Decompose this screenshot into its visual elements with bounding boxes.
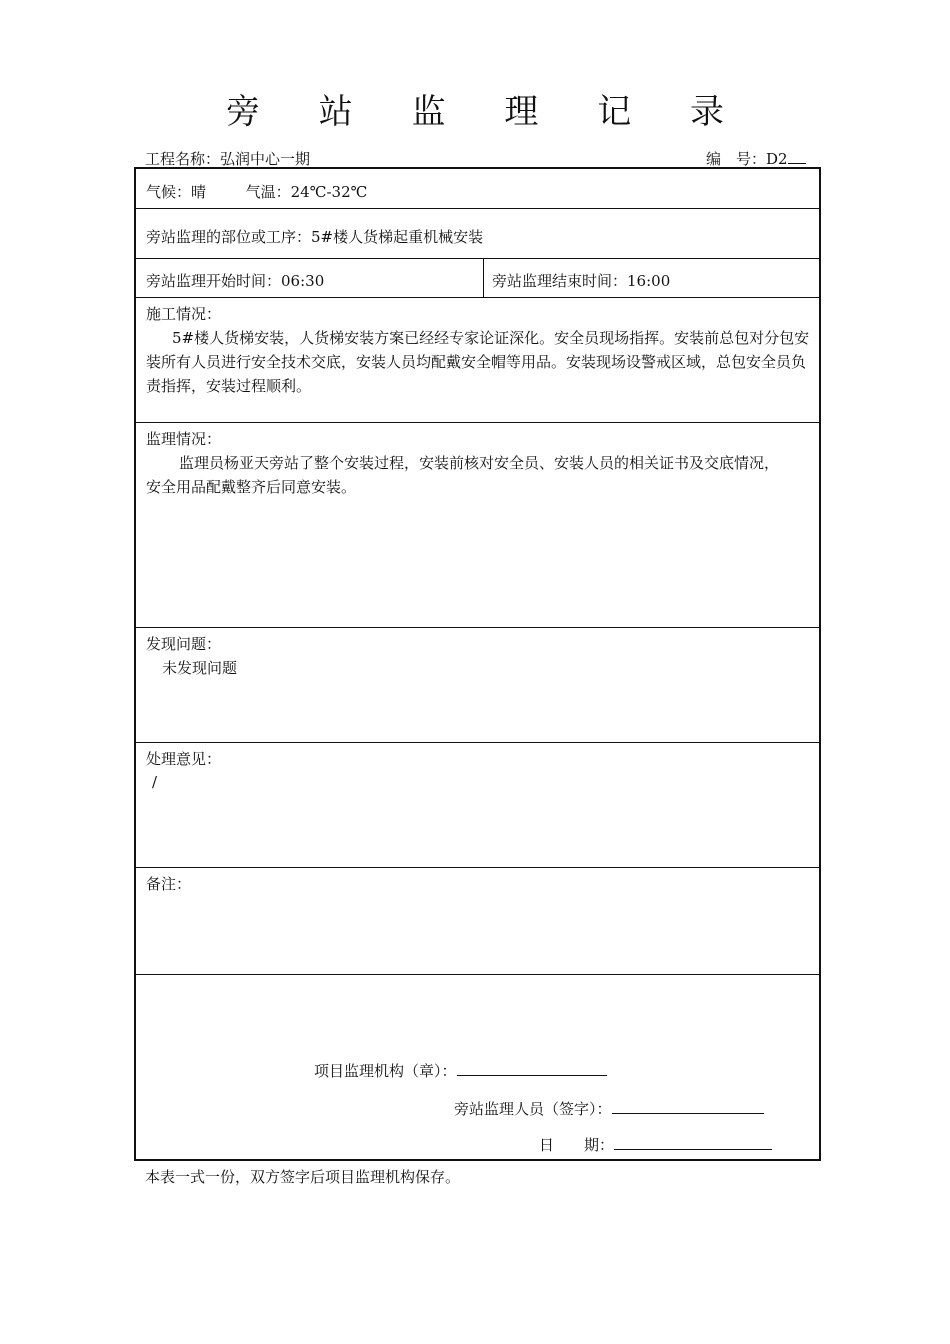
supervision-form xyxy=(134,167,821,1161)
time-divider xyxy=(483,259,484,297)
date-label: 日 期： xyxy=(539,1136,615,1154)
project-name-value: 弘润中心一期 xyxy=(220,150,311,168)
construction-text: 5#楼人货梯安装，人货梯安装方案已经经专家论证深化。安全员现场指挥。安装前总包对分包安装所有人员进行安全技术交底，安装人员均配戴安全帽等用品。安装现场设警戒区域，总包安全员负责指挥，安装过程顺利。 xyxy=(146,329,810,395)
part-label: 旁站监理的部位或工序： xyxy=(146,228,312,246)
part-row xyxy=(136,209,819,259)
start-time-value: 06:30 xyxy=(281,272,325,290)
org-stamp-label: 项目监理机构（章）： xyxy=(314,1062,457,1080)
start-time-label: 旁站监理开始时间： xyxy=(146,272,282,290)
problems-text: 未发现问题 xyxy=(162,659,238,677)
construction-label: 施工情况： xyxy=(146,305,222,323)
temperature-label: 气温： xyxy=(245,183,291,201)
date-field xyxy=(539,1134,772,1155)
supervision-label: 监理情况： xyxy=(146,430,222,448)
weather-field xyxy=(146,181,367,202)
serial-label: 编 号： xyxy=(706,150,767,168)
supervision-row xyxy=(136,423,819,628)
inspector-signature-field xyxy=(454,1098,764,1119)
part-field xyxy=(146,226,483,247)
construction-row xyxy=(136,298,819,423)
serial-value: D2 xyxy=(766,150,788,168)
footer-note: 本表一式一份，双方签字后项目监理机构保存。 xyxy=(145,1168,461,1186)
org-stamp-line[interactable] xyxy=(457,1061,607,1076)
serial-underline xyxy=(788,149,806,164)
remarks-label: 备注： xyxy=(146,875,192,893)
date-line[interactable] xyxy=(614,1135,772,1150)
problems-row xyxy=(136,628,819,743)
weather-value: 晴 xyxy=(191,183,207,201)
time-row xyxy=(136,259,819,298)
end-time-field xyxy=(492,270,670,291)
org-stamp-field xyxy=(314,1060,607,1081)
page-title: 旁 站 监 理 记 录 xyxy=(225,92,749,132)
inspector-signature-line[interactable] xyxy=(612,1099,764,1114)
start-time-field xyxy=(146,270,324,291)
problems-label: 发现问题： xyxy=(146,635,222,653)
handling-label: 处理意见： xyxy=(146,750,222,768)
project-name-label: 工程名称： xyxy=(145,150,221,168)
project-name xyxy=(145,148,310,169)
end-time-value: 16:00 xyxy=(627,272,671,290)
part-value: 5#楼人货梯起重机械安装 xyxy=(311,228,484,246)
temperature-value: 24℃-32℃ xyxy=(290,183,368,201)
handling-row xyxy=(136,743,819,868)
weather-row xyxy=(136,169,819,209)
handling-text: / xyxy=(152,773,158,791)
supervision-text: 监理员杨亚天旁站了整个安装过程，安装前核对安全员、安装人员的相关证书及交底情况，安全用品配戴整齐后同意安装。 xyxy=(146,454,780,496)
weather-label: 气候： xyxy=(146,183,192,201)
serial-number xyxy=(706,148,806,169)
remarks-row xyxy=(136,868,819,975)
inspector-signature-label: 旁站监理人员（签字）： xyxy=(454,1100,612,1118)
end-time-label: 旁站监理结束时间： xyxy=(492,272,628,290)
